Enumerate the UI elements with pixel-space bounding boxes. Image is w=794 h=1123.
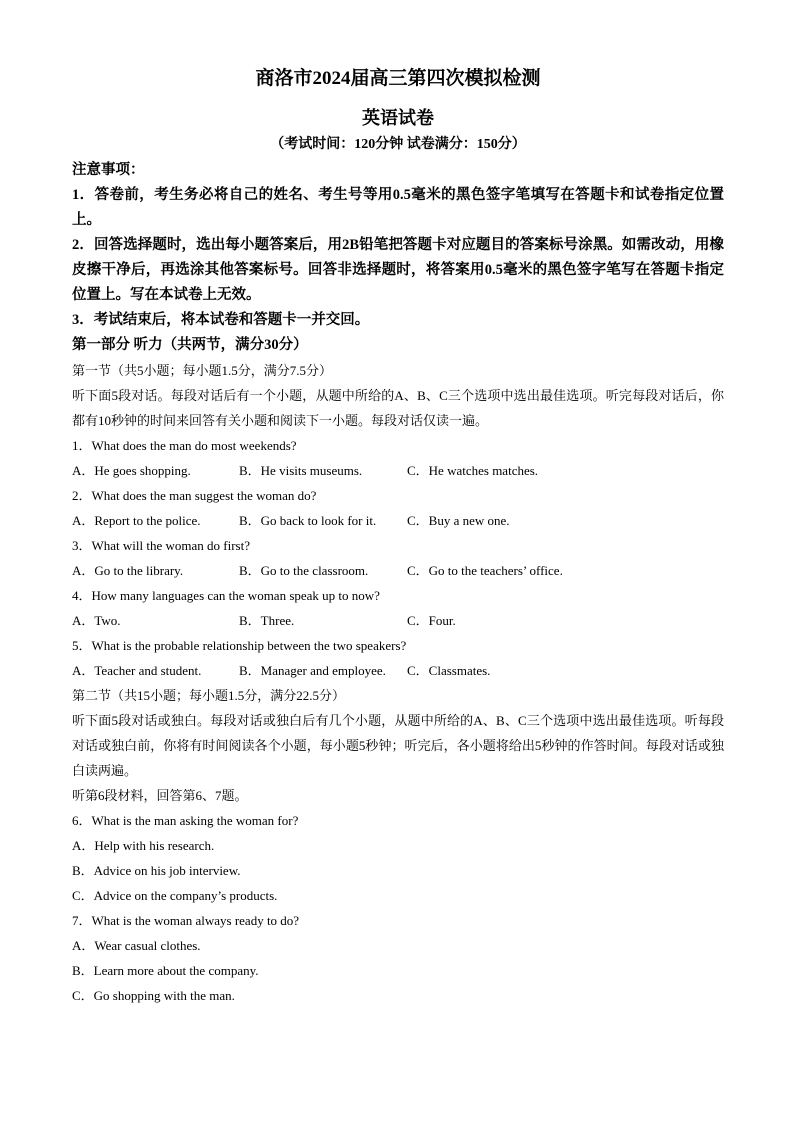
option-b: B．Three. <box>239 613 295 628</box>
section2-instructions: 听下面5段对话或独白。每段对话或独白后有几个小题，从题中所给的A、B、C三个选项中选出最佳选项。听每段对话或独白前，你将有时间阅读各个小题，每小题5秒钟；听完后，各小题将给出5秒钟的作答时间。每段对话或独白读两遍。 <box>72 713 724 778</box>
options-row <box>72 508 724 533</box>
option-a: A．Two. <box>72 613 121 628</box>
option-a: A．Teacher and student. <box>72 663 202 678</box>
question-block-4 <box>72 583 724 633</box>
option-b: B．Manager and employee. <box>239 663 386 678</box>
question-block-1 <box>72 433 724 483</box>
section1-instructions: 听下面5段对话。每段对话后有一个小题，从题中所给的A、B、C三个选项中选出最佳选项。听完每段对话后，你都有10秒钟的时间来回答有关小题和阅读下一小题。每段对话仅读一遍。 <box>72 388 724 428</box>
question-7-option-a: A．Wear casual clothes. <box>72 938 201 953</box>
exam-info: （考试时间：120分钟 试卷满分：150分） <box>270 137 526 152</box>
option-c: C．He watches matches. <box>407 463 539 478</box>
option-c: C．Buy a new one. <box>407 513 510 528</box>
option-c: C．Go to the teachers’ office. <box>407 563 563 578</box>
option-c: C．Classmates. <box>407 663 491 678</box>
question-7: 7．What is the woman always ready to do? <box>72 913 300 928</box>
option-b: B．Go to the classroom. <box>239 563 369 578</box>
options-row <box>72 458 724 483</box>
question-block-3 <box>72 533 724 583</box>
question-7-option-b: B．Learn more about the company. <box>72 963 259 978</box>
question-7-option-c: C．Go shopping with the man. <box>72 988 235 1003</box>
question-5: 5．What is the probable relationship between the two speakers? <box>72 638 407 653</box>
question-6-option-c: C．Advice on the company’s products. <box>72 888 278 903</box>
page-subtitle: 英语试卷 <box>362 108 434 128</box>
option-a: A．He goes shopping. <box>72 463 191 478</box>
page-title: 商洛市2024届高三第四次模拟检测 <box>255 68 541 89</box>
notes-heading: 注意事项： <box>72 162 145 178</box>
material-6-intro: 听第6段材料，回答第6、7题。 <box>72 788 248 803</box>
option-a: A．Go to the library. <box>72 563 184 578</box>
notes-item-2: 2．回答选择题时，选出每小题答案后，用2B铅笔把答题卡对应题目的答案标号涂黑。如需改动，用橡皮擦干净后，再选涂其他答案标号。回答非选择题时，将答案用0.5毫米的黑色签字笔写在答题卡指定位置上。写在本试卷上无效。 <box>72 237 724 303</box>
option-b: B．Go back to look for it. <box>239 513 377 528</box>
options-row <box>72 608 724 633</box>
notes-item-1: 1．答卷前，考生务必将自己的姓名、考生号等用0.5毫米的黑色签字笔填写在答题卡和试卷指定位置上。 <box>72 187 724 228</box>
question-block-2 <box>72 483 724 533</box>
question-3: 3．What will the woman do first? <box>72 538 250 553</box>
option-a: A．Report to the police. <box>72 513 201 528</box>
question-1: 1．What does the man do most weekends? <box>72 438 297 453</box>
question-6-option-a: A．Help with his research. <box>72 838 215 853</box>
question-4: 4．How many languages can the woman speak up to now? <box>72 588 380 603</box>
section1-heading: 第一节（共5小题；每小题1.5分，满分7.5分） <box>72 363 333 378</box>
option-c: C．Four. <box>407 613 456 628</box>
part1-heading: 第一部分 听力（共两节，满分30分） <box>72 337 308 353</box>
section2-heading: 第二节（共15小题；每小题1.5分，满分22.5分） <box>72 688 346 703</box>
options-row <box>72 558 724 583</box>
question-block-5 <box>72 633 724 683</box>
option-b: B．He visits museums. <box>239 463 363 478</box>
question-2: 2．What does the man suggest the woman do? <box>72 488 317 503</box>
exam-page <box>72 66 724 1008</box>
options-row <box>72 658 724 683</box>
question-6-option-b: B．Advice on his job interview. <box>72 863 241 878</box>
question-6: 6．What is the man asking the woman for? <box>72 813 299 828</box>
notes-item-3: 3．考试结束后，将本试卷和答题卡一并交回。 <box>72 312 370 328</box>
